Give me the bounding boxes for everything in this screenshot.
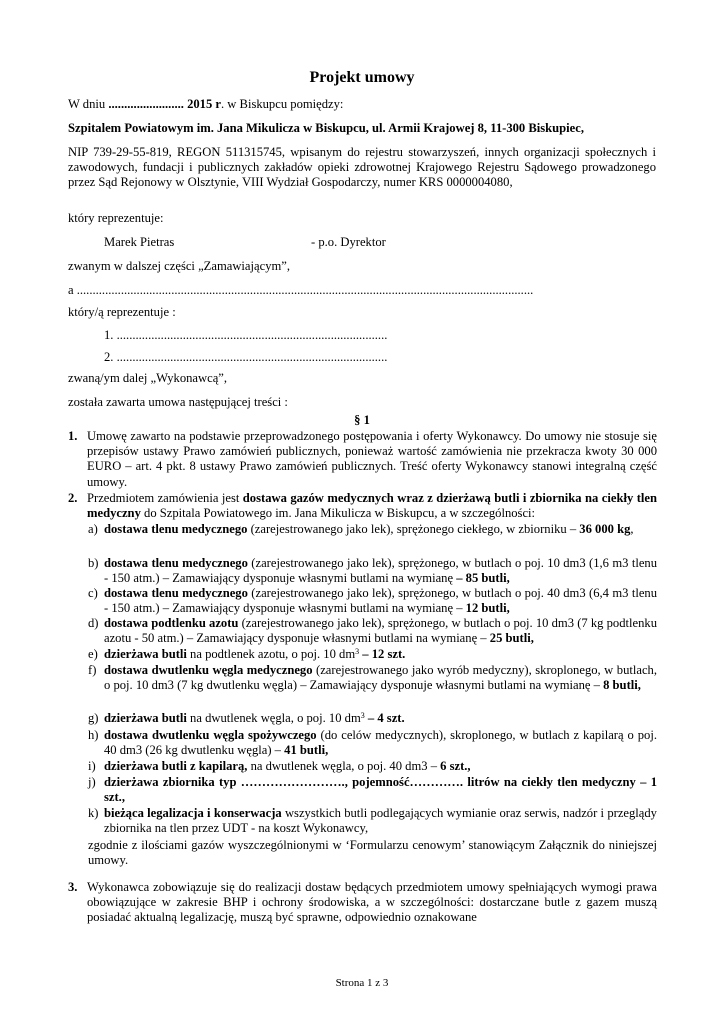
item-k-text: bieżąca legalizacja i konserwacja wszystkich butli podlegających wymianie oraz serwis, nadzór i przeglądy zbiornika na tlen przez UDT - na koszt Wykonawcy,: [104, 806, 657, 836]
item-c-label: c): [88, 586, 98, 600]
item-c-text: dostawa tlenu medycznego (zarejestrowanego jako lek), sprężonego, w butlach o poj. 40 dm3 (6,4 m3 tlenu - 150 atm.) – Zamawiający dysponuje własnymi butlami na wymianę – 12 butli,: [104, 586, 657, 616]
point-1-text: Umowę zawarto na podstawie przeprowadzonego postępowania i oferty Wykonawcy. Do umowy nie stosuje się przepisów ustawy Prawo zamówień publicznych, ponieważ wartość zamówienia nie przekracza kwoty 30 000 EURO – art. 4 pkt. 8 ustawy Prawo zamówień publicznych. Treść oferty Wykonawcy stanowi integralną część umowy.: [87, 429, 657, 489]
party2-representative-2: 2. ......................................................................................: [104, 350, 388, 364]
section-heading: § 1: [354, 413, 370, 427]
date-line: W dniu ........................ 2015 r. w Biskupcu pomiędzy:: [68, 97, 344, 111]
party1-called: zwanym w dalszej części „Zamawiającym”,: [68, 259, 291, 273]
items-summary: zgodnie z ilościami gazów wyszczególnionymi w ‘Formularzu cenowym’ stanowiącym Załącznik do niniejszej umowy.: [88, 838, 657, 868]
point-2-number: 2.: [68, 491, 78, 505]
point-3-text: Wykonawca zobowiązuje się do realizacji dostaw będących przedmiotem umowy spełniających wymogi prawa obowiązujące w zakresie BHP i ochrony środowiska, a w szczególności: dostarczane butle z gazem muszą posiadać aktualną legalizację, muszą być sprawne, odpowiednio oznakowane: [87, 880, 657, 925]
item-f-label: f): [88, 663, 97, 677]
party2-represented-by: który/ą reprezentuje :: [68, 305, 176, 319]
item-j-text: dzierżawa zbiornika typ ……………………., pojemność…………. litrów na ciekły tlen medyczny – 1 szt.,: [104, 775, 657, 805]
point-2-text: Przedmiotem zamówienia jest dostawa gazów medycznych wraz z dzierżawą butli i zbiornika na ciekły tlen medyczny do Szpitala Powiatowego im. Jana Mikulicza w Biskupcu, a w szczególności:: [87, 491, 657, 521]
page-footer: Strona 1 z 3: [335, 977, 389, 989]
item-j-label: j): [88, 775, 96, 789]
point-3-number: 3.: [68, 880, 78, 894]
item-h-text: dostawa dwutlenku węgla spożywczego (do celów medycznych), skroplonego, w butlach z kapilarą o poj. 40 dm3 (26 kg dwutlenku węgla) – 41 butli,: [104, 728, 657, 758]
party1-represented-by: który reprezentuje:: [68, 211, 164, 225]
item-d-text: dostawa podtlenku azotu (zarejestrowanego jako lek), sprężonego, w butlach o poj. 10 dm3 (7 kg podtlenku azotu - 50 atm.) – Zamawiający dysponuje własnymi butlami na wymianę – 25 butli,: [104, 616, 657, 646]
item-a-label: a): [88, 522, 98, 536]
representative-name: Marek Pietras: [104, 235, 175, 249]
item-b-text: dostawa tlenu medycznego (zarejestrowanego jako lek), sprężonego, w butlach o poj. 10 dm3 (1,6 m3 tlenu - 150 atm.) – Zamawiający dysponuje własnymi butlami na wymianę – 85 butli,: [104, 556, 657, 586]
item-f-text: dostawa dwutlenku węgla medycznego (zarejestrowanego jako wyrób medyczny), skroplonego, w butlach, o poj. 10 dm3 (7 kg dwutlenku węgla) – Zamawiający dysponuje własnymi butlami na wymianę – 8 butli,: [104, 663, 657, 693]
item-h-label: h): [88, 728, 99, 742]
party1-details: NIP 739-29-55-819, REGON 511315745, wpisanym do rejestru stowarzyszeń, innych organizacji społecznych i zawodowych, fundacji i publicznych zakładów opieki zdrowotnej Krajowego Rejestru Sądowego prowadzonego przez Sąd Rejonowy w Olsztynie, VIII Wydział Gospodarczy, numer KRS 0000004080,: [68, 145, 656, 190]
item-b-label: b): [88, 556, 99, 570]
item-e-label: e): [88, 647, 98, 661]
representative-role: - p.o. Dyrektor: [311, 235, 386, 249]
point-1-number: 1.: [68, 429, 78, 443]
item-i-text: dzierżawa butli z kapilarą, na dwutlenek węgla, o poj. 40 dm3 – 6 szt.,: [104, 759, 471, 773]
item-k-label: k): [88, 806, 99, 820]
item-i-label: i): [88, 759, 96, 773]
party2-called: zwaną/ym dalej „Wykonawcą”,: [68, 371, 228, 385]
party2-representative-1: 1. ......................................................................................: [104, 328, 388, 342]
contract-concluded: została zawarta umowa następującej treści :: [68, 395, 288, 409]
item-a-text: dostawa tlenu medycznego (zarejestrowanego jako lek), sprężonego ciekłego, w zbiorniku – 36 000 kg,: [104, 522, 634, 536]
document-title: Projekt umowy: [309, 69, 415, 86]
party1-name: Szpitalem Powiatowym im. Jana Mikulicza w Biskupcu, ul. Armii Krajowej 8, 11-300 Biskupiec,: [68, 121, 584, 135]
item-e-text: dzierżawa butli na podtlenek azotu, o poj. 10 $dm^3 - 12$ szt.: [104, 647, 406, 661]
item-d-label: d): [88, 616, 99, 630]
item-g-text: dzierżawa butli na dwutlenek węgla, o poj. 10 $dm^3 - 4$ szt.: [104, 711, 405, 725]
party2-line: a .................................................................................................................................................: [68, 283, 534, 297]
item-g-label: g): [88, 711, 99, 725]
